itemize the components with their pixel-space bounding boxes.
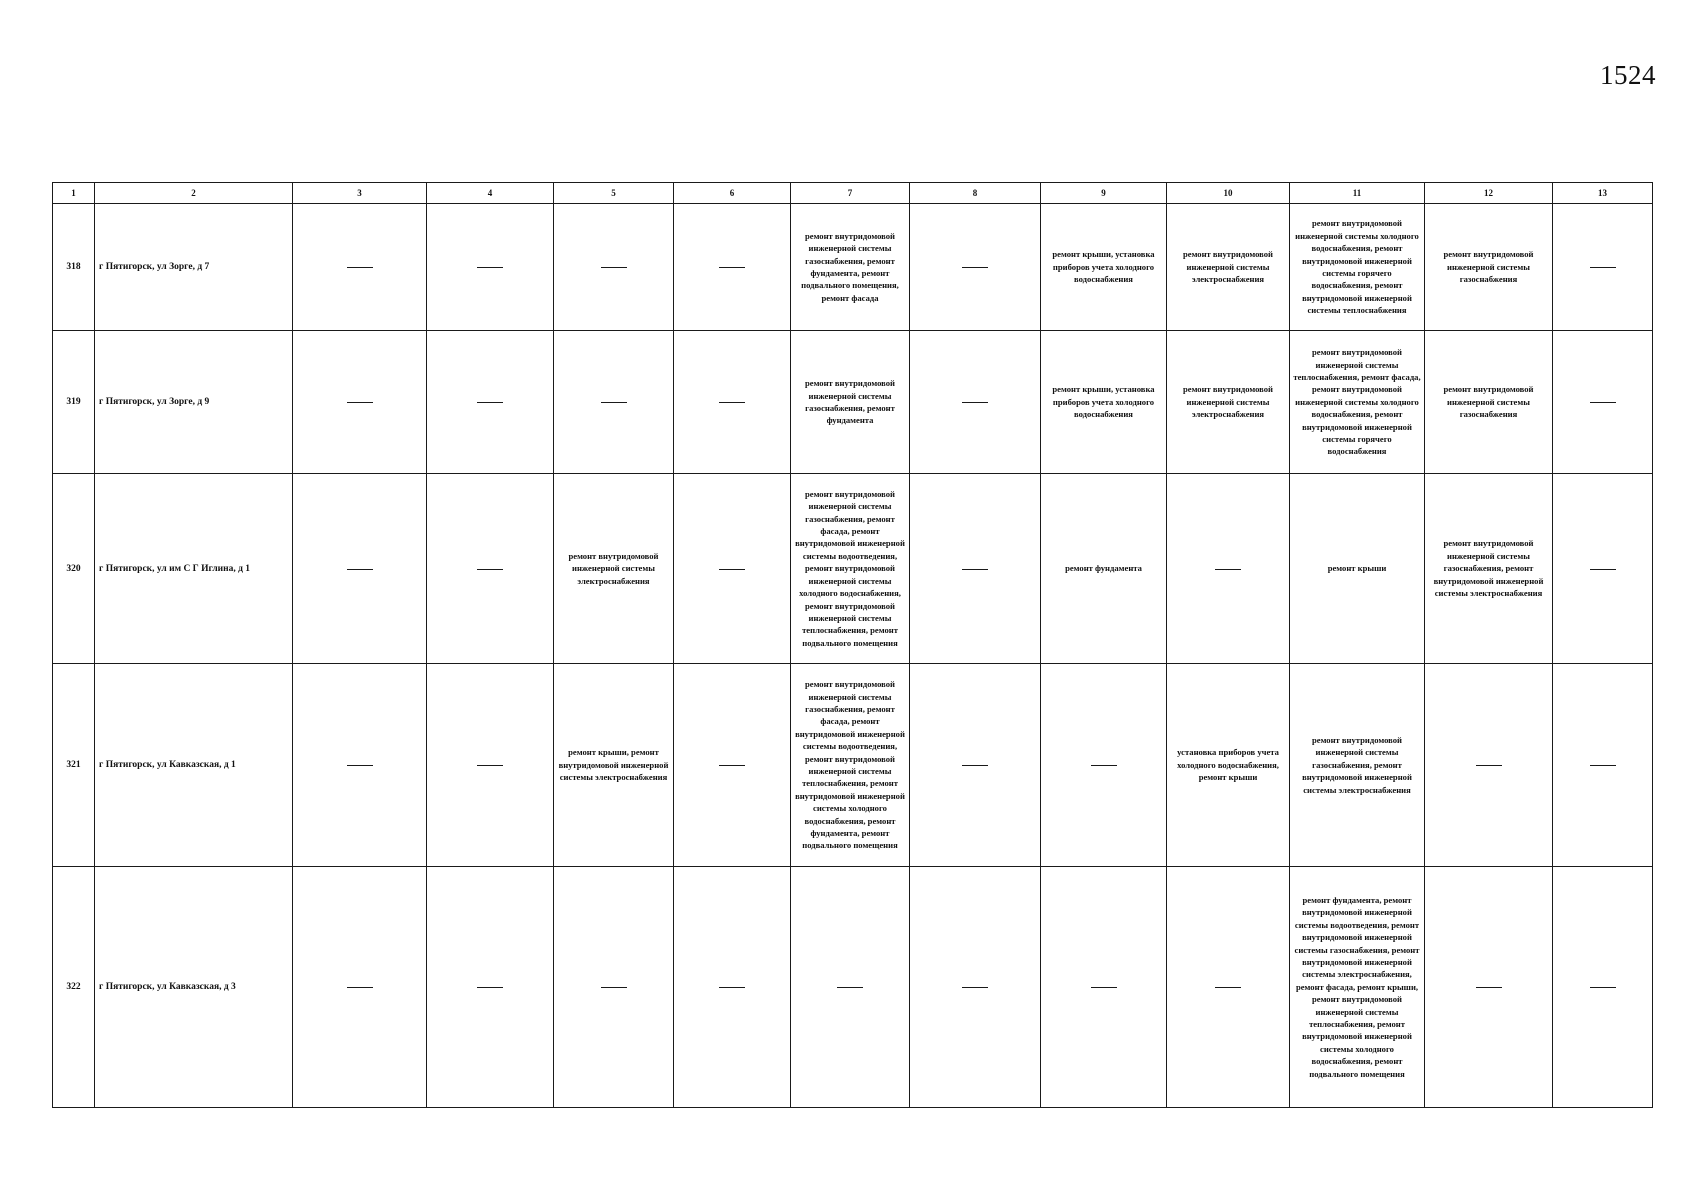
empty-dash (1590, 267, 1616, 268)
cell-col-13 (1553, 867, 1653, 1108)
cell-col-8 (910, 867, 1041, 1108)
empty-dash (962, 569, 988, 570)
empty-dash (837, 987, 863, 988)
empty-dash (601, 402, 627, 403)
header-col-4: 4 (427, 183, 554, 204)
header-col-6: 6 (674, 183, 791, 204)
header-col-13: 13 (1553, 183, 1653, 204)
cell-col-4 (427, 331, 554, 474)
empty-dash (1590, 987, 1616, 988)
cell-col-11: ремонт внутридомовой инженерной системы теплоснабжения, ремонт фасада, ремонт внутридомовой инженерной системы холодного водоснабжения, ремонт внутридомовой инженерной системы горячего водоснабжения (1290, 331, 1425, 474)
row-address: г Пятигорск, ул им С Г Иглина, д 1 (95, 474, 293, 664)
empty-dash (719, 402, 745, 403)
header-col-1: 1 (53, 183, 95, 204)
cell-col-10: ремонт внутридомовой инженерной системы электроснабжения (1167, 331, 1290, 474)
table-row (53, 867, 1653, 1108)
cell-col-6 (674, 331, 791, 474)
cell-col-9 (1041, 867, 1167, 1108)
row-number: 321 (53, 664, 95, 867)
empty-dash (347, 267, 373, 268)
cell-col-10 (1167, 867, 1290, 1108)
row-address: г Пятигорск, ул Зорге, д 9 (95, 331, 293, 474)
empty-dash (1476, 765, 1502, 766)
empty-dash (1091, 765, 1117, 766)
table-row (53, 331, 1653, 474)
cell-col-7: ремонт внутридомовой инженерной системы газоснабжения, ремонт фасада, ремонт внутридомовой инженерной системы водоотведения, ремонт внутридомовой инженерной системы теплоснабжения, ремонт внутридомовой инженерной системы холодного водоснабжения, ремонт фундамента, ремонт подвального помещения (791, 664, 910, 867)
header-col-7: 7 (791, 183, 910, 204)
empty-dash (1215, 987, 1241, 988)
cell-col-10 (1167, 474, 1290, 664)
cell-col-10: ремонт внутридомовой инженерной системы электроснабжения (1167, 204, 1290, 331)
header-col-2: 2 (95, 183, 293, 204)
cell-col-13 (1553, 204, 1653, 331)
empty-dash (962, 987, 988, 988)
page-number: 1524 (1600, 60, 1656, 90)
cell-col-6 (674, 867, 791, 1108)
empty-dash (1091, 987, 1117, 988)
cell-col-5 (554, 204, 674, 331)
cell-col-4 (427, 204, 554, 331)
empty-dash (347, 765, 373, 766)
empty-dash (477, 267, 503, 268)
cell-col-4 (427, 867, 554, 1108)
empty-dash (477, 765, 503, 766)
empty-dash (347, 569, 373, 570)
header-col-5: 5 (554, 183, 674, 204)
cell-col-13 (1553, 664, 1653, 867)
table-row (53, 204, 1653, 331)
table-header (53, 183, 1653, 204)
empty-dash (347, 402, 373, 403)
cell-col-11: ремонт фундамента, ремонт внутридомовой инженерной системы водоотведения, ремонт внутридомовой инженерной системы газоснабжения, ремонт внутридомовой инженерной системы электроснабжения, ремонт фасада, ремонт крыши, ремонт внутридомовой инженерной системы теплоснабжения, ремонт внутридомовой инженерной системы холодного водоснабжения, ремонт подвального помещения (1290, 867, 1425, 1108)
cell-col-12: ремонт внутридомовой инженерной системы газоснабжения (1425, 204, 1553, 331)
cell-col-12: ремонт внутридомовой инженерной системы газоснабжения, ремонт внутридомовой инженерной системы электроснабжения (1425, 474, 1553, 664)
cell-col-10: установка приборов учета холодного водоснабжения, ремонт крыши (1167, 664, 1290, 867)
cell-col-5 (554, 867, 674, 1108)
cell-col-6 (674, 664, 791, 867)
cell-col-12: ремонт внутридомовой инженерной системы газоснабжения (1425, 331, 1553, 474)
cell-col-8 (910, 204, 1041, 331)
empty-dash (719, 765, 745, 766)
header-col-11: 11 (1290, 183, 1425, 204)
empty-dash (719, 267, 745, 268)
row-number: 319 (53, 331, 95, 474)
empty-dash (1590, 765, 1616, 766)
empty-dash (1476, 987, 1502, 988)
cell-col-6 (674, 204, 791, 331)
empty-dash (1215, 569, 1241, 570)
table-row (53, 664, 1653, 867)
cell-col-6 (674, 474, 791, 664)
cell-col-3 (293, 331, 427, 474)
row-address: г Пятигорск, ул Кавказская, д 1 (95, 664, 293, 867)
row-address: г Пятигорск, ул Кавказская, д 3 (95, 867, 293, 1108)
cell-col-11: ремонт внутридомовой инженерной системы газоснабжения, ремонт внутридомовой инженерной системы электроснабжения (1290, 664, 1425, 867)
empty-dash (477, 402, 503, 403)
cell-col-4 (427, 474, 554, 664)
cell-col-5: ремонт внутридомовой инженерной системы электроснабжения (554, 474, 674, 664)
cell-col-3 (293, 867, 427, 1108)
capital-repair-table (52, 182, 1653, 1108)
cell-col-9: ремонт крыши, установка приборов учета холодного водоснабжения (1041, 331, 1167, 474)
cell-col-11: ремонт крыши (1290, 474, 1425, 664)
row-address: г Пятигорск, ул Зорге, д 7 (95, 204, 293, 331)
header-col-8: 8 (910, 183, 1041, 204)
empty-dash (477, 569, 503, 570)
cell-col-7: ремонт внутридомовой инженерной системы газоснабжения, ремонт фундамента, ремонт подвального помещения, ремонт фасада (791, 204, 910, 331)
table-row (53, 474, 1653, 664)
empty-dash (719, 987, 745, 988)
header-col-9: 9 (1041, 183, 1167, 204)
empty-dash (601, 987, 627, 988)
cell-col-12 (1425, 664, 1553, 867)
cell-col-7 (791, 867, 910, 1108)
row-number: 320 (53, 474, 95, 664)
table-body (53, 204, 1653, 1108)
header-col-10: 10 (1167, 183, 1290, 204)
row-number: 322 (53, 867, 95, 1108)
empty-dash (1590, 402, 1616, 403)
empty-dash (962, 765, 988, 766)
header-row (53, 183, 1653, 204)
cell-col-3 (293, 204, 427, 331)
cell-col-8 (910, 331, 1041, 474)
cell-col-3 (293, 474, 427, 664)
empty-dash (719, 569, 745, 570)
row-number: 318 (53, 204, 95, 331)
cell-col-7: ремонт внутридомовой инженерной системы газоснабжения, ремонт фундамента (791, 331, 910, 474)
header-col-3: 3 (293, 183, 427, 204)
empty-dash (962, 267, 988, 268)
empty-dash (601, 267, 627, 268)
cell-col-9: ремонт фундамента (1041, 474, 1167, 664)
header-col-12: 12 (1425, 183, 1553, 204)
empty-dash (962, 402, 988, 403)
empty-dash (347, 987, 373, 988)
cell-col-12 (1425, 867, 1553, 1108)
cell-col-7: ремонт внутридомовой инженерной системы газоснабжения, ремонт фасада, ремонт внутридомовой инженерной системы водоотведения, ремонт внутридомовой инженерной системы холодного водоснабжения, ремонт внутридомовой инженерной системы теплоснабжения, ремонт подвального помещения (791, 474, 910, 664)
cell-col-4 (427, 664, 554, 867)
cell-col-3 (293, 664, 427, 867)
cell-col-9 (1041, 664, 1167, 867)
cell-col-9: ремонт крыши, установка приборов учета холодного водоснабжения (1041, 204, 1167, 331)
cell-col-5: ремонт крыши, ремонт внутридомовой инженерной системы электроснабжения (554, 664, 674, 867)
cell-col-8 (910, 474, 1041, 664)
cell-col-11: ремонт внутридомовой инженерной системы холодного водоснабжения, ремонт внутридомовой инженерной системы горячего водоснабжения, ремонт внутридомовой инженерной системы теплоснабжения (1290, 204, 1425, 331)
cell-col-8 (910, 664, 1041, 867)
empty-dash (477, 987, 503, 988)
cell-col-13 (1553, 474, 1653, 664)
cell-col-5 (554, 331, 674, 474)
cell-col-13 (1553, 331, 1653, 474)
empty-dash (1590, 569, 1616, 570)
